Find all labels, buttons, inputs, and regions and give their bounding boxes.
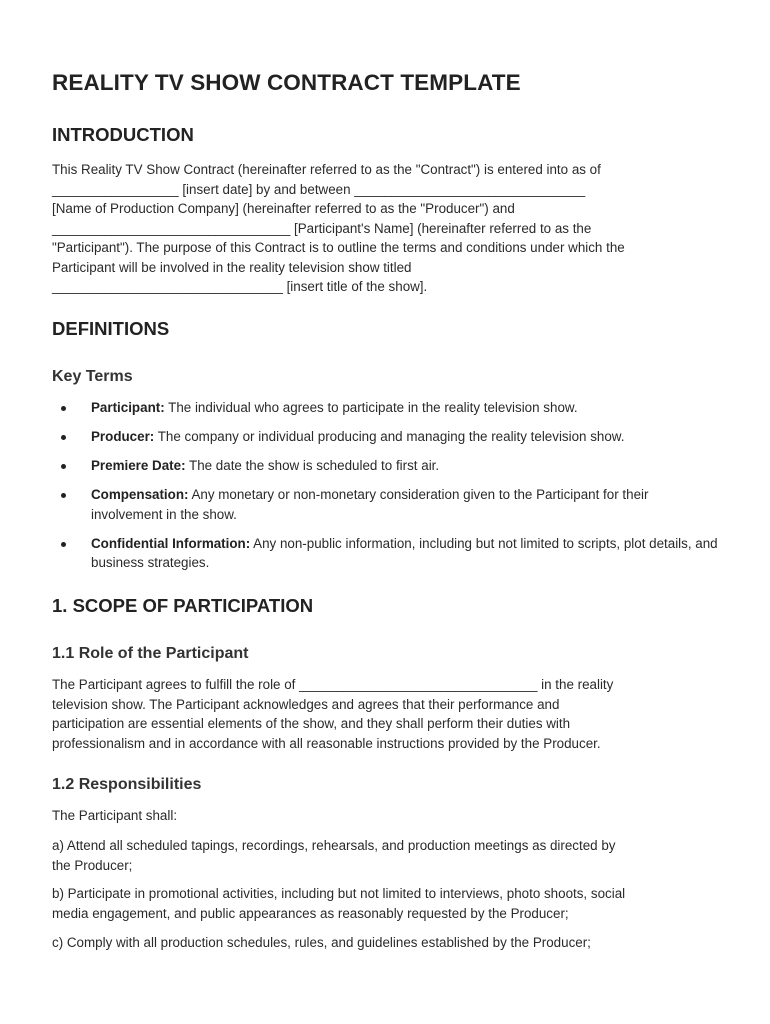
- responsibilities-heading: 1.2 Responsibilities: [52, 776, 202, 793]
- bullet-icon: [61, 493, 66, 498]
- term-description: The date the show is scheduled to first air.: [185, 458, 440, 473]
- responsibility-line: the Producer;: [52, 857, 133, 873]
- responsibilities-lead: The Participant shall:: [52, 808, 178, 823]
- term-label: Premiere Date:: [91, 458, 186, 473]
- introduction-heading: INTRODUCTION: [52, 124, 194, 145]
- intro-line: _________________ [insert date] by and between _______________________________: [52, 181, 586, 197]
- responsibility-item-c: [52, 933, 720, 953]
- introduction-paragraph: [52, 160, 720, 297]
- responsibility-item-a: [52, 836, 720, 875]
- list-item: [52, 398, 720, 418]
- term-label: Compensation:: [91, 487, 189, 502]
- responsibility-line: a) Attend all scheduled tapings, recordings, rehearsals, and production meetings as directed by: [52, 838, 616, 853]
- bullet-icon: [61, 435, 66, 440]
- responsibility-line: c) Comply with all production schedules, rules, and guidelines established by the Producer;: [52, 935, 591, 950]
- bullet-icon: [61, 464, 66, 469]
- term-description: Any monetary or non-monetary consideration given to the Participant for their involvement in the show.: [91, 487, 649, 522]
- role-paragraph: [52, 675, 720, 753]
- responsibility-item-b: [52, 884, 720, 923]
- responsibility-line: b) Participate in promotional activities, including but not limited to interviews, photo shoots, social: [52, 886, 626, 901]
- role-line: The Participant agrees to fulfill the role of ________________________________ in the reality: [52, 677, 614, 692]
- list-item: [52, 485, 720, 524]
- term-description: The individual who agrees to participate in the reality television show.: [164, 400, 578, 415]
- term-label: Confidential Information:: [91, 535, 251, 551]
- intro-line: This Reality TV Show Contract (hereinafter referred to as the "Contract") is entered into as of: [52, 162, 601, 177]
- role-heading: 1.1 Role of the Participant: [52, 645, 249, 662]
- term-description: The company or individual producing and managing the reality television show.: [154, 429, 625, 444]
- intro-line: Participant will be involved in the reality television show titled: [52, 259, 412, 275]
- role-line: professionalism and in accordance with all reasonable instructions provided by the Producer.: [52, 735, 601, 751]
- role-line: participation are essential elements of the show, and they shall perform their duties with: [52, 716, 571, 731]
- key-terms-list: [52, 398, 720, 582]
- intro-line: ________________________________ [Participant's Name] (hereinafter referred to as the: [52, 220, 592, 236]
- list-item: [52, 456, 720, 476]
- bullet-icon: [61, 542, 66, 547]
- intro-line: "Participant"). The purpose of this Contract is to outline the terms and conditions under which the: [52, 240, 625, 255]
- term-label: Producer:: [91, 429, 155, 444]
- intro-line: [Name of Production Company] (hereinafter referred to as the "Producer") and: [52, 201, 515, 216]
- definitions-heading: DEFINITIONS: [52, 318, 170, 339]
- role-line: television show. The Participant acknowledges and agrees that their performance and: [52, 696, 560, 712]
- bullet-icon: [61, 406, 66, 411]
- document-title: REALITY TV SHOW CONTRACT TEMPLATE: [52, 70, 521, 95]
- list-item: [52, 534, 720, 573]
- list-item: [52, 427, 720, 447]
- intro-line: _______________________________ [insert title of the show].: [52, 279, 428, 294]
- scope-heading: 1. SCOPE OF PARTICIPATION: [52, 595, 314, 616]
- term-label: Participant:: [91, 400, 165, 415]
- key-terms-heading: Key Terms: [52, 368, 133, 385]
- responsibility-line: media engagement, and public appearances as reasonably requested by the Producer;: [52, 905, 569, 921]
- term-description: Any non-public information, including but not limited to scripts, plot details, and business strategies.: [91, 535, 718, 570]
